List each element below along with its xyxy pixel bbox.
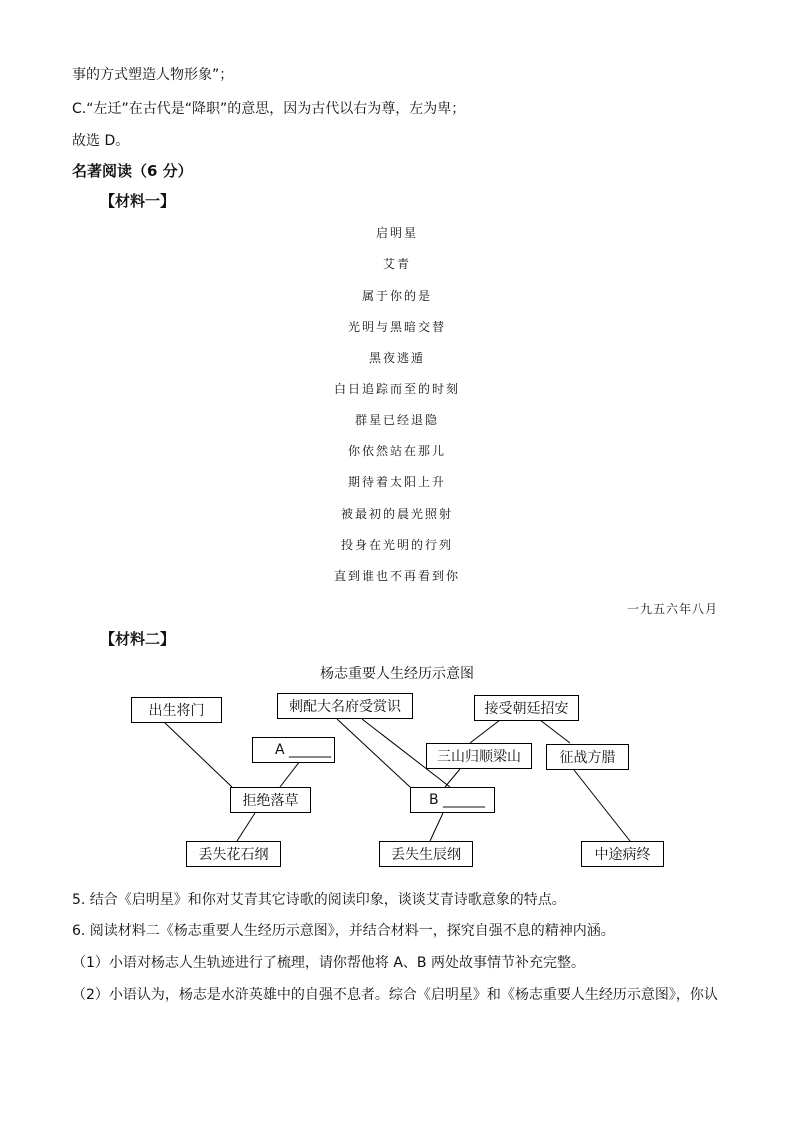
connector-line [163, 721, 232, 787]
text-line: 事的方式塑造人物形象”； [72, 67, 234, 83]
box-liangshan: 三山归顺梁山 [426, 743, 532, 769]
connector-line [337, 719, 410, 787]
question-6: 6. 阅读材料二《杨志重要人生经历示意图》，并结合材料一，探究自强不息的精神内涵。 [72, 923, 615, 939]
box-lose-birthday: 丢失生辰纲 [379, 841, 473, 867]
poem-line: 被最初的晨光照射 [340, 507, 453, 521]
poem-author: 艾青 [382, 257, 411, 271]
material1-label: 【材料一】 [100, 192, 176, 210]
text-line: C.“左迁”在古代是“降职”的意思，因为古代以右为尊，左为卑； [72, 101, 466, 117]
poem-line: 白日追踪而至的时刻 [333, 382, 460, 396]
poem-line: 黑夜逃遁 [368, 351, 425, 365]
poem-line: 群星已经退隐 [354, 413, 439, 427]
connector-line [470, 720, 500, 743]
box-die: 中途病终 [581, 841, 664, 867]
question-6-2: （2）小语认为，杨志是水浒英雄中的自强不息者。综合《启明星》和《杨志重要人生经历示意图》，你认 [72, 987, 718, 1003]
poem-line: 直到谁也不再看到你 [333, 569, 460, 583]
box-exile: 刺配大名府受赏识 [277, 693, 413, 719]
connector-line [280, 761, 300, 787]
question-5: 5. 结合《启明星》和你对艾青其它诗歌的阅读印象，谈谈艾青诗歌意象的特点。 [72, 892, 566, 908]
box-lose-stone: 丢失花石纲 [186, 841, 281, 867]
box-fangla: 征战方腊 [546, 744, 629, 770]
box-b: B ______ [410, 787, 495, 813]
poem-line: 属于你的是 [361, 289, 432, 303]
box-birth: 出生将门 [131, 697, 222, 723]
diagram-title: 杨志重要人生经历示意图 [320, 666, 474, 682]
box-amnesty: 接受朝廷招安 [474, 695, 579, 721]
poem-line: 你依然站在那儿 [347, 444, 446, 458]
text-line: 故选 D。 [72, 133, 130, 149]
question-6-1: （1）小语对杨志人生轨迹进行了梳理，请你帮他将 A、B 两处故事情节补充完整。 [72, 955, 585, 971]
poem-title: 启明星 [375, 226, 418, 240]
connector-line [574, 770, 630, 841]
poem-line: 投身在光明的行列 [340, 538, 453, 552]
material2-label: 【材料二】 [100, 630, 176, 648]
connector-line [540, 720, 570, 743]
section-title: 名著阅读（6 分） [72, 162, 193, 180]
connector-line [430, 813, 443, 841]
connector-line [237, 813, 255, 841]
box-a: A ______ [252, 737, 335, 763]
poem-line: 光明与黑暗交替 [347, 320, 446, 334]
poem-date: 一九五六年八月 [626, 602, 718, 616]
poem-line: 期待着太阳上升 [347, 475, 446, 489]
box-refuse: 拒绝落草 [230, 787, 311, 813]
connector-line [445, 769, 460, 787]
